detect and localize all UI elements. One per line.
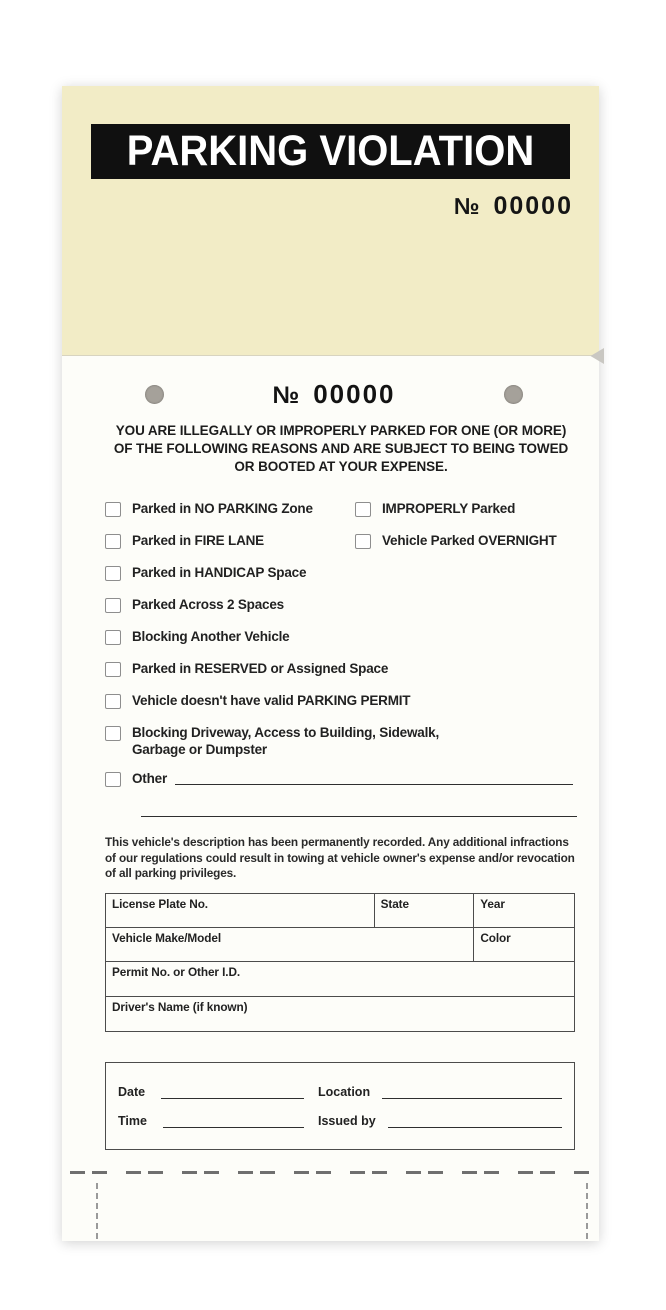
checkbox-no-parking-permit[interactable] [105,694,121,709]
check-row [105,629,577,649]
perforation-line [70,1171,591,1174]
license-plate-cell: License Plate No. [106,894,375,927]
year-cell: Year [480,897,505,912]
table-row [106,962,574,997]
issue-details-box [105,1062,575,1150]
checkbox-no-parking-zone[interactable] [105,502,121,517]
check-row [105,565,577,585]
title-banner [91,124,570,179]
violation-label: Blocking Another Vehicle [132,629,290,645]
color-cell: Color [480,931,511,946]
checkbox-blocking-vehicle[interactable] [105,630,121,645]
violation-item [105,501,355,521]
punch-hole-left [145,385,164,404]
checkbox-reserved-space[interactable] [105,662,121,677]
warning-text: YOU ARE ILLEGALLY OR IMPROPERLY PARKED FOR ONE (OR MORE) OF THE FOLLOWING REASONS AND ARE SUBJECT TO BEING TOWED OR BOOTED AT YOUR EXPENSE. [113,423,569,474]
table-row [106,894,574,928]
violation-label: Vehicle Parked OVERNIGHT [382,533,557,549]
location-write-line [382,1086,562,1099]
numero-sign: № [272,381,300,409]
check-row [105,725,577,759]
numero-sign: № [453,193,480,219]
time-field [118,1114,318,1128]
vehicle-info-table [105,893,575,1032]
date-label: Date [118,1084,146,1099]
check-row [105,533,577,553]
violation-item [105,771,577,791]
violation-item [105,597,284,617]
violation-item [355,533,557,553]
issued-by-write-line [388,1115,562,1128]
driver-name-cell: Driver's Name (if known) [112,1000,248,1015]
checkbox-across-2-spaces[interactable] [105,598,121,613]
date-write-line [161,1086,304,1099]
check-row [105,597,577,617]
time-write-line [163,1115,304,1128]
checkbox-fire-lane[interactable] [105,534,121,549]
violation-label: Blocking Driveway, Access to Building, Sidewalk, Garbage or Dumpster [132,725,439,758]
make-model-cell: Vehicle Make/Model [106,928,474,961]
recorded-notice: This vehicle's description has been permanently recorded. Any additional infractions of our regulations could result in towing at vehicle owner's expense and/or revocation of all parking privileges. [105,835,575,880]
violation-label: Parked Across 2 Spaces [132,597,284,613]
state-cell: State [375,894,475,927]
checkbox-parked-overnight[interactable] [355,534,371,549]
check-row [105,693,577,713]
check-row [105,661,577,681]
violation-label: Parked in NO PARKING Zone [132,501,313,517]
punch-hole-right [504,385,523,404]
violation-item [105,725,480,759]
continuation-write-line [141,815,577,817]
issued-by-label: Issued by [318,1113,376,1128]
location-label: Location [318,1084,371,1099]
checkbox-other[interactable] [105,772,121,787]
violation-label: Parked in RESERVED or Assigned Space [132,661,389,677]
date-field [118,1085,318,1099]
checkbox-handicap-space[interactable] [105,566,121,581]
stub-edge-left [96,1183,98,1239]
ticket-number-value: 00000 [493,192,573,220]
violation-label: Parked in HANDICAP Space [132,565,307,581]
table-row [106,997,574,1031]
ticket-number-middle [272,379,395,410]
permit-cell: Permit No. or Other I.D. [112,965,241,980]
other-write-line [175,771,573,785]
time-label: Time [118,1113,147,1128]
ticket-top-stub [62,86,599,356]
ticket-number-top [454,192,573,221]
violation-label: Parked in FIRE LANE [132,533,264,549]
violation-item [355,501,515,521]
time-issuedby-row [118,1114,562,1128]
violation-label: IMPROPERLY Parked [382,501,516,517]
check-row [105,771,577,791]
violations-checklist [105,501,577,791]
check-row [105,501,577,521]
ticket-number-value: 00000 [313,378,396,409]
violation-item [105,629,289,649]
violation-item [105,533,355,553]
punch-row [105,378,577,409]
violation-item [105,661,388,681]
ticket-title: PARKING VIOLATION [126,127,535,175]
violation-item [105,693,410,713]
table-row [106,928,574,962]
date-location-row [118,1085,562,1099]
ticket-body [62,378,599,1150]
violation-label: Other [132,771,168,787]
parking-ticket [62,86,599,1241]
checkbox-blocking-driveway[interactable] [105,726,121,741]
checkbox-improperly-parked[interactable] [355,502,371,517]
violation-label: Vehicle doesn't have valid PARKING PERMIT [132,693,411,709]
violation-item [105,565,306,585]
stub-edge-right [586,1183,588,1239]
